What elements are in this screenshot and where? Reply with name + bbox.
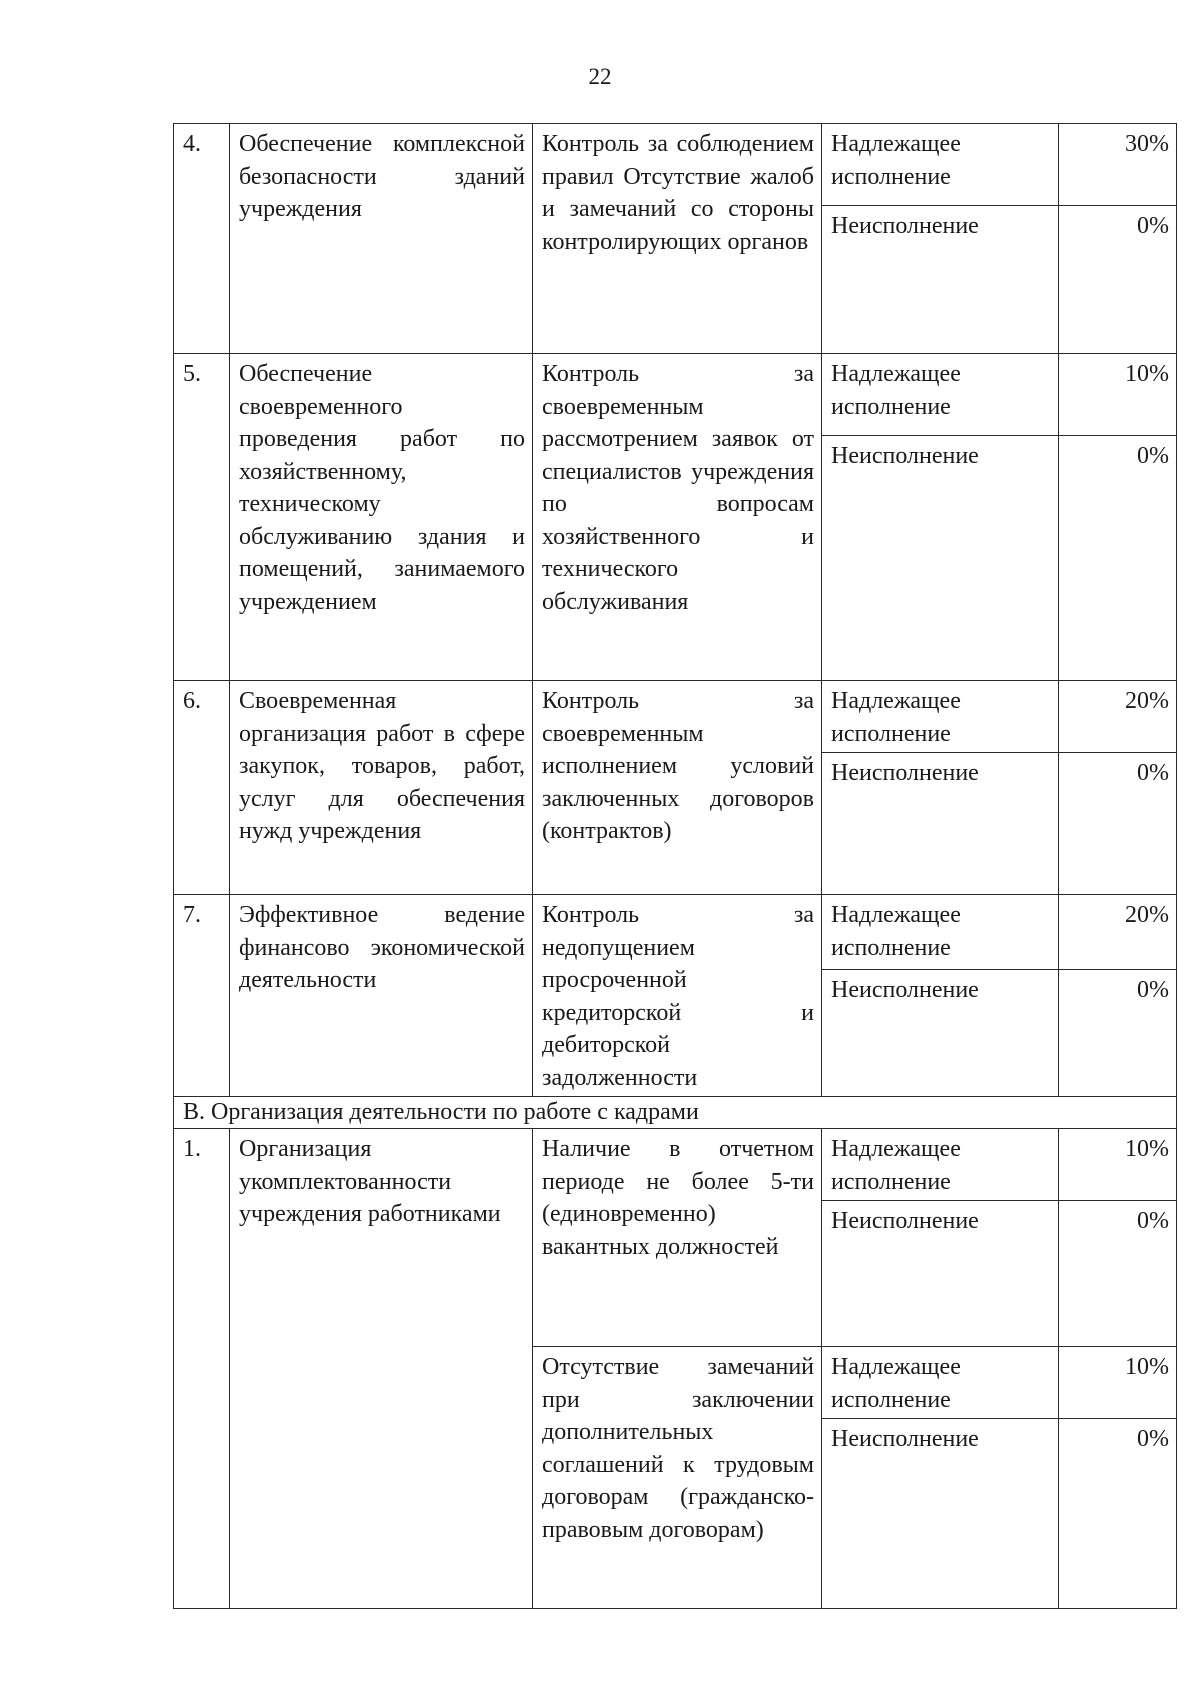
outcome-value: 0% [1059,1419,1177,1609]
outcome-value: 20% [1059,895,1177,970]
outcome-label: Надлежащее исполнение [822,895,1059,970]
criterion-cell: Организация укомплектованности учреждения работниками [230,1129,533,1609]
outcome-value: 10% [1059,1129,1177,1201]
control-cell: Контроль за недопущением просроченной кредиторской и дебиторской задолженности [533,895,822,1097]
outcome-label: Неисполнение [822,436,1059,681]
control-cell: Отсутствие замечаний при заключении дополнительных соглашений к трудовым договорам (гражданско-правовым договорам) [533,1347,822,1609]
control-cell: Контроль за соблюдением правил Отсутствие жалоб и замечаний со стороны контролирующих органов [533,124,822,354]
outcome-value: 10% [1059,1347,1177,1419]
outcome-value: 0% [1059,753,1177,895]
outcome-label: Надлежащее исполнение [822,354,1059,436]
section-heading: В. Организация деятельности по работе с кадрами [174,1097,1177,1129]
row-number: 6. [174,681,230,895]
outcome-value: 20% [1059,681,1177,753]
criterion-cell: Своевременная организация работ в сфере закупок, товаров, работ, услуг для обеспечения нужд учреждения [230,681,533,895]
outcome-label: Неисполнение [822,1201,1059,1347]
control-cell: Контроль за своевременным исполнением условий заключенных договоров (контрактов) [533,681,822,895]
criterion-cell: Обеспечение комплексной безопасности зданий учреждения [230,124,533,354]
control-cell: Контроль за своевременным рассмотрением заявок от специалистов учреждения по вопросам хозяйственного и технического обслуживания [533,354,822,681]
outcome-value: 30% [1059,124,1177,206]
row-number: 7. [174,895,230,1097]
outcome-label: Неисполнение [822,969,1059,1096]
outcome-value: 10% [1059,354,1177,436]
page-number: 22 [588,64,612,89]
criterion-cell: Обеспечение своевременного проведения работ по хозяйственному, техническому обслуживанию здания и помещений, занимаемого учреждением [230,354,533,681]
criteria-table [173,123,1177,1609]
outcome-value: 0% [1059,969,1177,1096]
table-row [174,895,1177,970]
outcome-label: Надлежащее исполнение [822,1347,1059,1419]
row-number: 4. [174,124,230,354]
outcome-value: 0% [1059,436,1177,681]
outcome-label: Неисполнение [822,206,1059,354]
outcome-value: 0% [1059,206,1177,354]
outcome-label: Надлежащее исполнение [822,681,1059,753]
outcome-label: Неисполнение [822,753,1059,895]
table-row [174,124,1177,206]
table-row [174,681,1177,753]
row-number: 5. [174,354,230,681]
control-cell: Наличие в отчетном периоде не более 5-ти (единовременно) вакантных должностей [533,1129,822,1347]
outcome-value: 0% [1059,1201,1177,1347]
section-heading-row [174,1097,1177,1129]
outcome-label: Надлежащее исполнение [822,124,1059,206]
criterion-cell: Эффективное ведение финансово экономической деятельности [230,895,533,1097]
table-row [174,354,1177,436]
table-row [174,1129,1177,1201]
row-number: 1. [174,1129,230,1609]
outcome-label: Надлежащее исполнение [822,1129,1059,1201]
outcome-label: Неисполнение [822,1419,1059,1609]
